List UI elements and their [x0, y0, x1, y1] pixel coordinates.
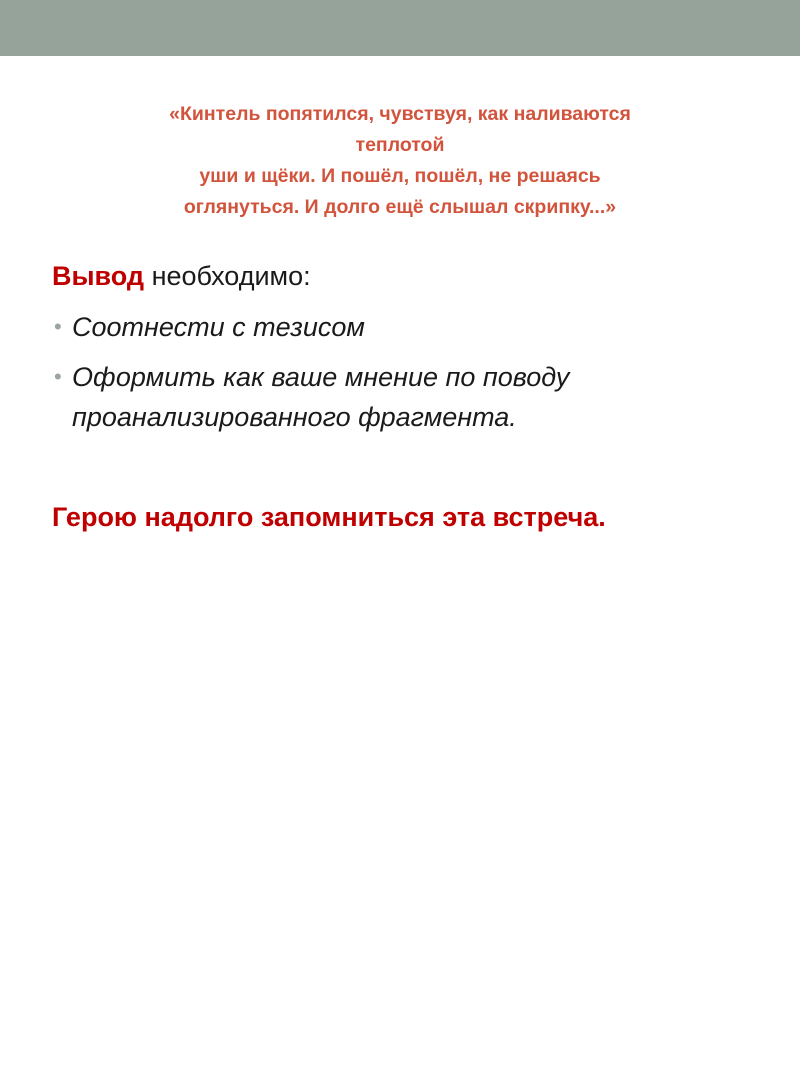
bullet-icon: • — [54, 364, 62, 389]
bullet-item — [52, 357, 772, 437]
quote-line: оглянуться. И долго ещё слышал скрипку...» — [183, 196, 617, 218]
bullet-list — [52, 307, 772, 447]
quote-line: «Кинтель попятился, чувствуя, как наливаются — [169, 103, 631, 125]
quote-line: уши и щёки. И пошёл, пошёл, не решаясь — [199, 165, 601, 187]
conclusion-label: Вывод — [52, 261, 145, 291]
bullet-icon: • — [54, 314, 62, 339]
bullet-text: Оформить как ваше мнение по поводу проанализированного фрагмента. — [72, 362, 570, 432]
quote-line: теплотой — [355, 134, 445, 156]
conclusion-rest: необходимо: — [144, 261, 311, 291]
final-statement: Герою надолго запомниться эта встреча. — [52, 502, 606, 532]
conclusion-heading — [52, 256, 772, 296]
bullet-text: Соотнести с тезисом — [72, 312, 365, 342]
top-band — [0, 0, 800, 56]
quote-block — [60, 99, 740, 223]
bullet-item — [52, 307, 772, 347]
